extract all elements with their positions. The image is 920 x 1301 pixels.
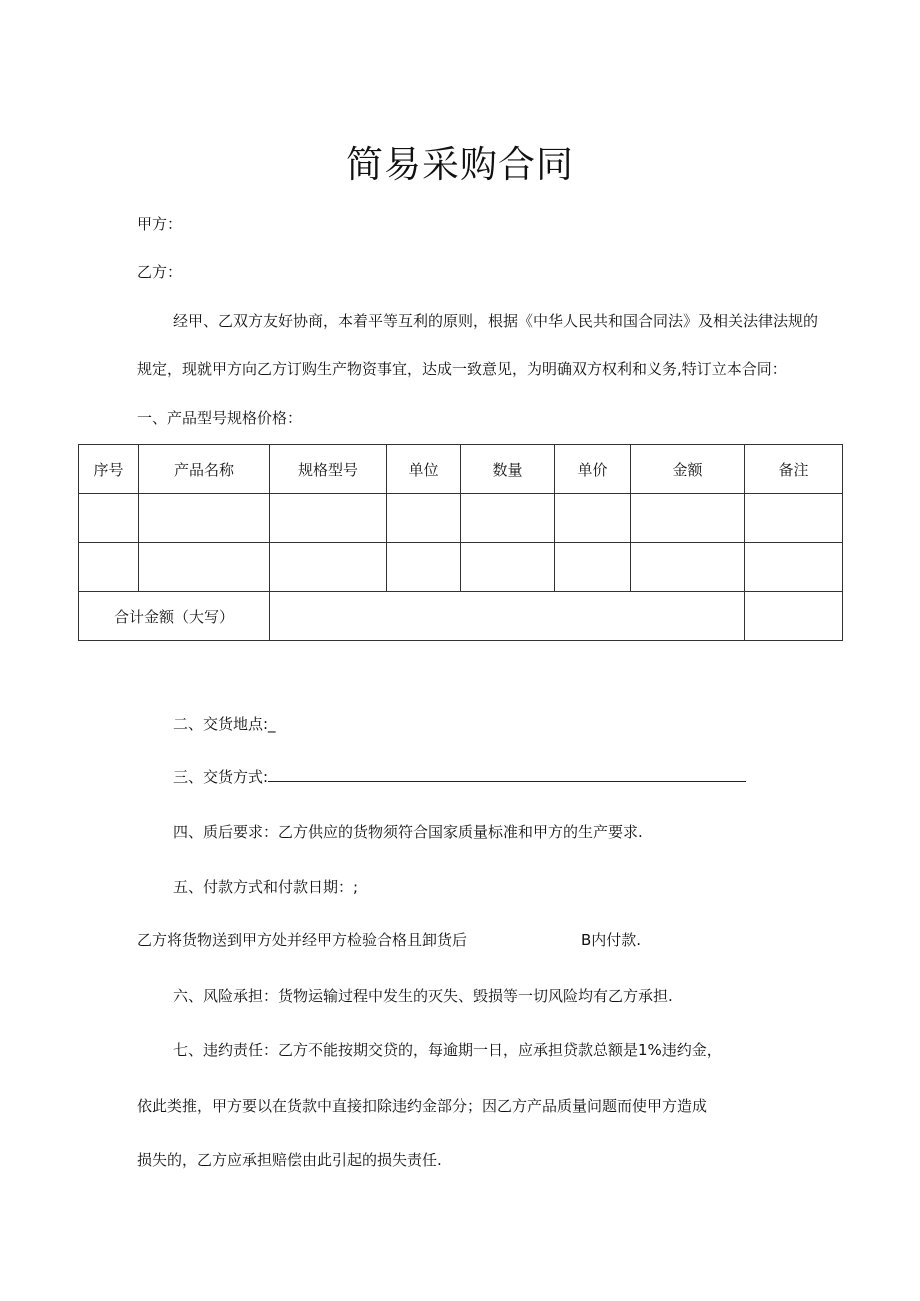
header-unit: 单位 [387,445,461,494]
table-header-row [79,445,843,494]
table-cell [387,494,461,543]
header-remarks: 备注 [745,445,843,494]
payment-detail: 乙方将货物送到甲方处并经甲方检验合格且卸货后 [137,931,468,949]
table-cell [555,494,631,543]
table-cell [631,494,745,543]
table-cell [631,543,745,592]
header-unit-price: 单价 [555,445,631,494]
total-remarks-cell [745,592,843,641]
table-cell [745,494,843,543]
total-amount-label: 合计金额（大写） [79,592,270,641]
table-row [79,494,843,543]
intro-paragraph-line-2: 规定，现就甲方向乙方订购生产物资事宜，达成一致意见，为明确双方权利和义务,特订立本合同： [137,360,787,378]
table-cell [555,543,631,592]
table-cell [270,543,387,592]
table-cell [270,494,387,543]
header-specification: 规格型号 [270,445,387,494]
party-b-label: 乙方： [137,263,183,281]
clause-quality: 四、质后要求：乙方供应的货物须符合国家质量标准和甲方的生产要求. [173,823,643,841]
clause-risk: 六、风险承担：货物运输过程中发生的灭失、毁损等一切风险均有乙方承担. [173,987,673,1005]
header-amount: 金额 [631,445,745,494]
clause-delivery-method [173,766,746,787]
product-table [78,444,843,641]
header-serial: 序号 [79,445,139,494]
header-quantity: 数量 [461,445,555,494]
total-row [79,592,843,641]
intro-paragraph-line-1: 经甲、乙双方友好协商，本着平等互利的原则，根据《中华人民共和国合同法》及相关法律法规的 [173,312,819,330]
section-1-heading: 一、产品型号规格价格： [137,409,303,427]
clause-payment: 五、付款方式和付款日期：; [173,878,359,896]
delivery-method-label: 三、交货方式: [173,768,269,786]
table-cell [387,543,461,592]
payment-days: B内付款. [581,931,642,949]
delivery-method-blank [268,766,746,782]
header-product-name: 产品名称 [139,445,270,494]
table-cell [79,494,139,543]
table-cell [79,543,139,592]
total-amount-value [270,592,745,641]
table-cell [461,543,555,592]
clause-breach-line-3: 损失的，乙方应承担赔偿由此引起的损失责任. [137,1151,442,1169]
clause-delivery-place: 二、交货地点:_ [173,715,276,733]
document-title: 简易采购合同 [346,143,574,186]
table-row [79,543,843,592]
table-cell [745,543,843,592]
clause-breach-line-1: 七、违约责任：乙方不能按期交贷的，每逾期一日，应承担贷款总额是1%违约金， [173,1041,722,1059]
party-a-label: 甲方： [137,215,183,233]
table-cell [461,494,555,543]
table-cell [139,543,270,592]
clause-breach-line-2: 依此类推，甲方要以在货款中直接扣除违约金部分；因乙方产品质量问题而使甲方造成 [137,1097,708,1115]
table-cell [139,494,270,543]
